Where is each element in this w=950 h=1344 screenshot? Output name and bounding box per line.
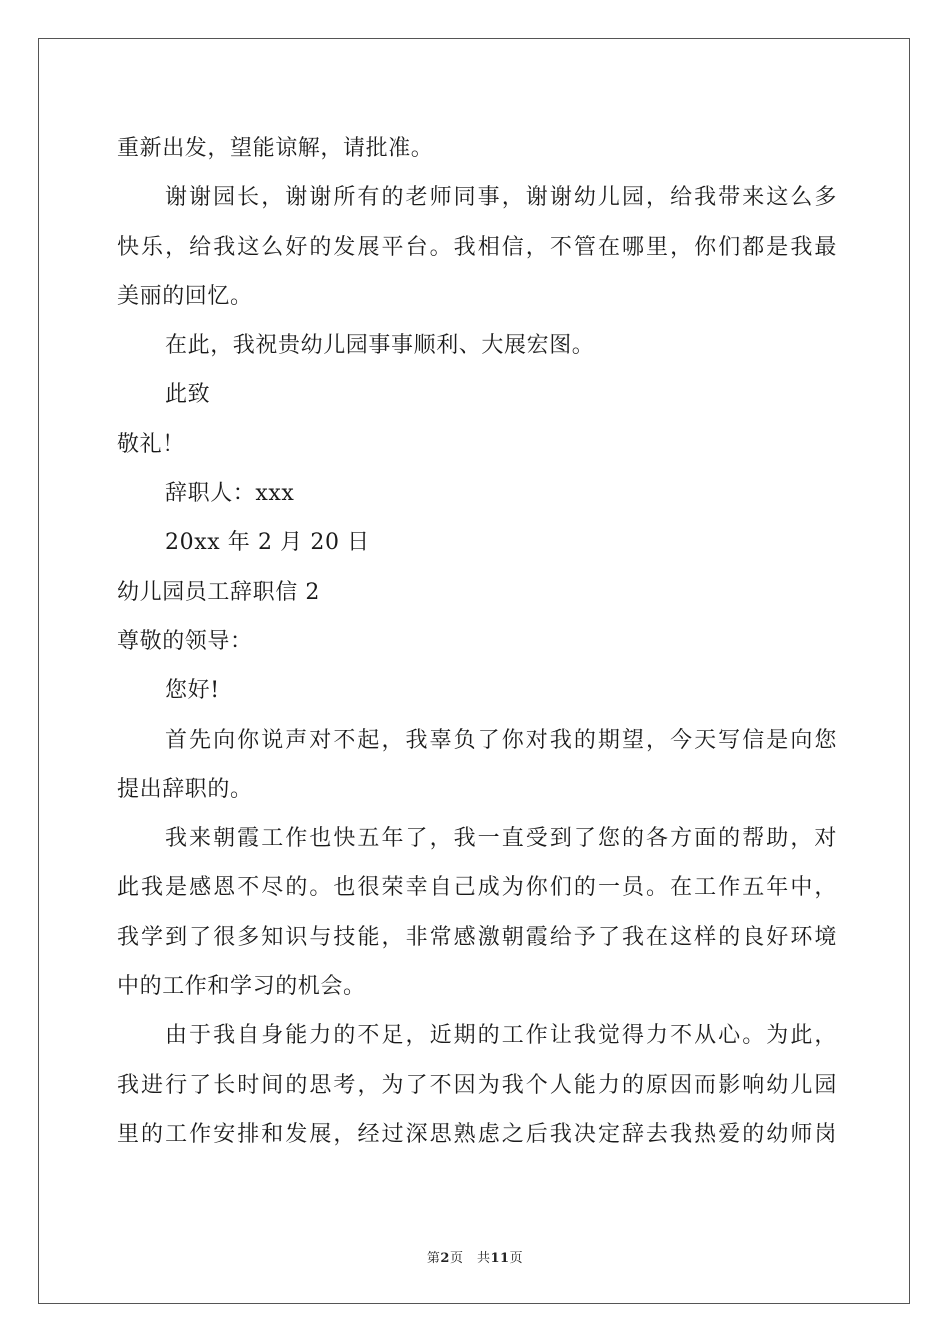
footer-prefix: 第: [426, 1251, 441, 1266]
text-line: 里的工作安排和发展，经过深思熟虑之后我决定辞去我热爱的幼师岗: [117, 1121, 837, 1147]
text-line: 尊敬的领导：: [117, 628, 253, 654]
document-body: [117, 124, 837, 1159]
text-line: 由于我自身能力的不足，近期的工作让我觉得力不从心。为此，: [165, 1023, 837, 1049]
text-line: 在此，我祝贵幼儿园事事顺利、大展宏图。: [165, 333, 595, 359]
text-line: 重新出发，望能谅解，请批准。: [117, 136, 434, 161]
text-line: 此我是感恩不尽的。也很荣幸自己成为你们的一员。在工作五年中，: [117, 875, 837, 901]
text-line: 您好!: [165, 678, 220, 704]
footer-total-pages: 11: [490, 1251, 510, 1266]
text-line: 我学到了很多知识与技能，非常感激朝霞给予了我在这样的良好环境: [117, 924, 837, 950]
text-line: 20xx 年 2 月 20 日: [165, 530, 370, 556]
text-line: 提出辞职的。: [117, 776, 253, 802]
footer-mid: 页 共: [449, 1251, 491, 1266]
page-footer: [0, 1247, 950, 1266]
text-line: 此致: [165, 382, 211, 408]
text-line: 快乐，给我这么好的发展平台。我相信，不管在哪里，你们都是我最: [117, 234, 837, 260]
text-line: 美丽的回忆。: [117, 283, 253, 309]
text-line: 幼儿园员工辞职信 2: [117, 579, 320, 605]
text-line: 中的工作和学习的机会。: [117, 974, 366, 1000]
footer-suffix: 页: [509, 1251, 524, 1266]
text-line: 首先向你说声对不起，我辜负了你对我的期望，今天写信是向您: [165, 727, 837, 753]
text-line: 辞职人：xxx: [165, 481, 295, 507]
text-line: 我进行了长时间的思考，为了不因为我个人能力的原因而影响幼儿园: [117, 1072, 837, 1098]
text-line: 敬礼！: [117, 431, 185, 457]
footer-current-page: 2: [440, 1251, 450, 1266]
text-line: 我来朝霞工作也快五年了，我一直受到了您的各方面的帮助，对: [165, 826, 837, 852]
text-line: 谢谢园长，谢谢所有的老师同事，谢谢幼儿园，给我带来这么多: [165, 185, 837, 211]
